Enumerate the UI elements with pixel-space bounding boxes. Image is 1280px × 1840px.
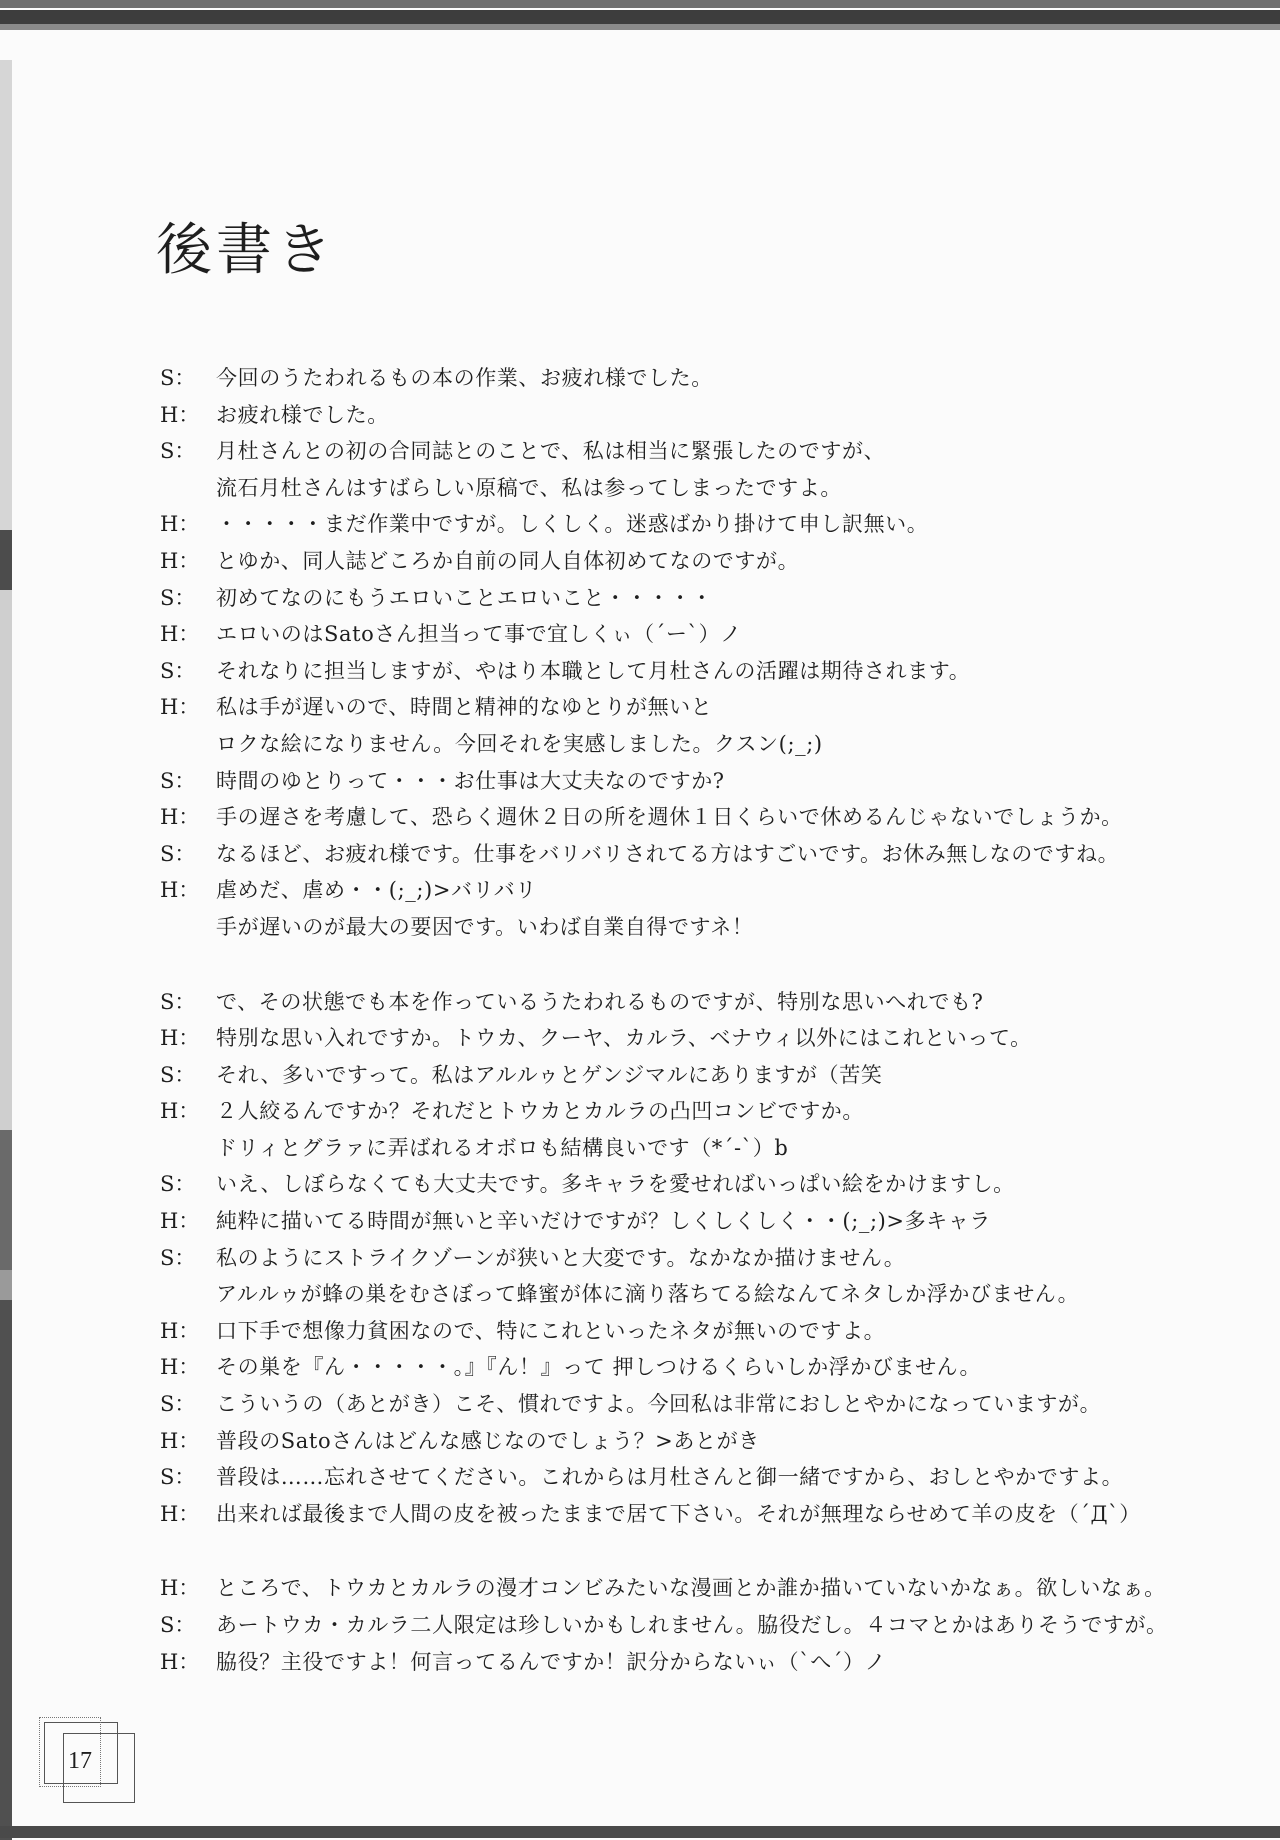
- dialogue-line: [160, 874, 1270, 911]
- dialogue-text: 口下手で想像力貧困なので、特にこれといったネタが無いのですよ。: [216, 1318, 886, 1343]
- dialogue-line: [160, 362, 1270, 399]
- speaker-label: H：: [160, 1026, 200, 1051]
- dialogue-line: [160, 1498, 1270, 1535]
- dialogue-line: [160, 1242, 1270, 1279]
- dialogue-text: ところで、トウカとカルラの漫才コンビみたいな漫画とか誰か描いていないかなぁ。欲しいなぁ。: [216, 1576, 1166, 1601]
- dialogue-text: お疲れ様でした。: [216, 402, 389, 427]
- speaker-label: S：: [160, 1613, 196, 1637]
- top-border: [0, 0, 1280, 34]
- speaker-label: S：: [160, 841, 196, 866]
- dialogue-text: 普段のSatoさんはどんな感じなのでしょう？>あとがき: [216, 1428, 760, 1453]
- dialogue-line: [160, 1388, 1270, 1425]
- speaker-label: H：: [160, 1099, 200, 1124]
- dialogue-line: [160, 1132, 1270, 1169]
- dialogue-text: で、その状態でも本を作っているうたわれるものですが、特別な思いへれでも?: [216, 989, 984, 1014]
- dialogue-text: 普段は……忘れさせてください。これからは月杜さんと御一緒ですから、おしとやかですよ。: [216, 1465, 1124, 1490]
- dialogue-text: あートウカ・カルラ二人限定は珍しいかもしれません。脇役だし。４コマとかはありそうですが。: [216, 1613, 1168, 1637]
- dialogue-text: エロいのはSatoさん担当って事で宜しくぃ（´ー`）ノ: [216, 622, 742, 647]
- dialogue-text: いえ、しぼらなくても大丈夫です。多キャラを愛せればいっぱい絵をかけますし。: [216, 1172, 1015, 1197]
- dialogue-line: [160, 399, 1270, 436]
- speaker-label: H：: [160, 1318, 200, 1343]
- dialogue-line: [160, 1278, 1270, 1315]
- dialogue-text: 月杜さんとの初の合同誌とのことで、私は相当に緊張したのですが、: [216, 439, 886, 464]
- speaker-label: H：: [160, 878, 200, 903]
- speaker-label: H：: [160, 548, 200, 573]
- bottom-border: [0, 1826, 1280, 1838]
- dialogue-line: [160, 472, 1270, 509]
- dialogue-line: [160, 1646, 1270, 1683]
- dialogue-line: [160, 1425, 1270, 1462]
- dialogue-line: [160, 1059, 1270, 1096]
- dialogue-line: [160, 1168, 1270, 1205]
- dialogue-line: [160, 1572, 1270, 1609]
- dialogue-text: 私は手が遅いので、時間と精神的なゆとりが無いと: [216, 695, 713, 720]
- dialogue-line: [160, 545, 1270, 582]
- speaker-label: H：: [160, 622, 200, 647]
- dialogue-line: [160, 1461, 1270, 1498]
- speaker-label: H：: [160, 805, 200, 830]
- dialogue-line: [160, 911, 1270, 948]
- speaker-label: H：: [160, 1649, 200, 1674]
- dialogue-text: 純粋に描いてる時間が無いと辛いだけですが？しくしくしく・・(;_;)>多キャラ: [216, 1209, 992, 1234]
- dialogue-text: なるほど、お疲れ様です。仕事をバリバリされてる方はすごいです。お休み無しなのですね。: [216, 841, 1120, 866]
- dialogue-line: [160, 1609, 1270, 1646]
- section-break: [160, 948, 1270, 986]
- speaker-label: H：: [160, 402, 200, 427]
- speaker-label: H：: [160, 1501, 200, 1526]
- speaker-label: S：: [160, 989, 196, 1014]
- section-break: [160, 1534, 1270, 1572]
- left-edge-strip: [0, 590, 12, 1130]
- speaker-label: S：: [160, 1172, 196, 1197]
- dialogue-line: [160, 582, 1270, 619]
- dialogue-text: 出来れば最後まで人間の皮を被ったままで居て下さい。それが無理ならせめて羊の皮を（´Д`）: [216, 1501, 1141, 1526]
- left-edge-strip: [0, 1300, 12, 1840]
- speaker-label: H：: [160, 695, 200, 720]
- left-edge-strip: [0, 1270, 12, 1300]
- left-edge-strip: [0, 530, 12, 590]
- page-number: 17: [68, 1748, 92, 1774]
- speaker-label: S：: [160, 1465, 196, 1490]
- speaker-label: S：: [160, 1245, 196, 1270]
- dialogue-line: [160, 655, 1270, 692]
- dialogue-text: 脇役？主役ですよ！何言ってるんですか！訳分からないぃ（`へ´）ノ: [216, 1649, 887, 1674]
- dialogue-text: 手の遅さを考慮して、恐らく週休２日の所を週休１日くらいで休めるんじゃないでしょうか。: [216, 805, 1123, 830]
- speaker-label: H：: [160, 1428, 200, 1453]
- dialogue-line: [160, 1095, 1270, 1132]
- dialogue-text: 特別な思い入れですか。トウカ、クーヤ、カルラ、ベナウィ以外にはこれといって。: [216, 1026, 1032, 1051]
- dialogue-text: ドリィとグラァに弄ばれるオボロも結構良いです（*´-`）b: [216, 1135, 789, 1160]
- dialogue-line: [160, 838, 1270, 875]
- dialogue-text: ２人絞るんですか？それだとトウカとカルラの凸凹コンビですか。: [216, 1099, 864, 1124]
- dialogue-line: [160, 1022, 1270, 1059]
- dialogue-text: こういうの（あとがき）こそ、慣れですよ。今回私は非常におしとやかになっていますが。: [216, 1392, 1102, 1417]
- speaker-label: H：: [160, 1209, 200, 1234]
- dialogue-line: [160, 986, 1270, 1023]
- dialogue-text: その巣を『ん・・・・・。』『ん！』って 押しつけるくらいしか浮かびません。: [216, 1355, 982, 1380]
- dialogue-text: それ、多いですって。私はアルルゥとゲンジマルにありますが（苦笑: [216, 1062, 883, 1087]
- speaker-label: S：: [160, 439, 196, 464]
- dialogue-line: [160, 765, 1270, 802]
- page-title: 後書き: [156, 217, 336, 283]
- dialogue-line: [160, 691, 1270, 728]
- dialogue-text: ロクな絵になりません。今回それを実感しました。クスン(;_;): [216, 731, 823, 756]
- dialogue-text: 流石月杜さんはすばらしい原稿で、私は参ってしまったですよ。: [216, 475, 842, 500]
- speaker-label: H：: [160, 1355, 200, 1380]
- speaker-label: S：: [160, 658, 196, 683]
- left-edge-strip: [0, 1130, 12, 1270]
- dialogue-line: [160, 1351, 1270, 1388]
- dialogue-line: [160, 801, 1270, 838]
- dialogue-line: [160, 1315, 1270, 1352]
- dialogue-text: 手が遅いのが最大の要因です。いわば自業自得ですネ！: [216, 914, 754, 939]
- dialogue-text: 今回のうたわれるもの本の作業、お疲れ様でした。: [216, 366, 713, 390]
- afterword-dialogue: [160, 362, 1270, 1682]
- speaker-label: S：: [160, 585, 196, 610]
- dialogue-line: [160, 435, 1270, 472]
- speaker-label: S：: [160, 768, 196, 793]
- dialogue-line: [160, 508, 1270, 545]
- speaker-label: S：: [160, 366, 196, 390]
- dialogue-text: とゆか、同人誌どころか自前の同人自体初めてなのですが。: [216, 548, 800, 573]
- dialogue-text: 虐めだ、虐め・・(;_;)>バリバリ: [216, 878, 537, 903]
- speaker-label: H：: [160, 1576, 200, 1601]
- left-edge-strip: [0, 60, 12, 530]
- speaker-label: S：: [160, 1392, 196, 1417]
- dialogue-text: ・・・・・まだ作業中ですが。しくしく。迷惑ばかり掛けて申し訳無い。: [216, 512, 929, 537]
- dialogue-line: [160, 1205, 1270, 1242]
- dialogue-text: 私のようにストライクゾーンが狭いと大変です。なかなか描けません。: [216, 1245, 906, 1270]
- dialogue-text: 初めてなのにもうエロいことエロいこと・・・・・: [216, 585, 713, 610]
- speaker-label: S：: [160, 1062, 196, 1087]
- dialogue-text: アルルゥが蜂の巣をむさぼって蜂蜜が体に滴り落ちてる絵なんてネタしか浮かびません。: [216, 1282, 1080, 1307]
- speaker-label: H：: [160, 512, 200, 537]
- dialogue-text: 時間のゆとりって・・・お仕事は大丈夫なのですか?: [216, 768, 725, 793]
- dialogue-line: [160, 618, 1270, 655]
- dialogue-text: それなりに担当しますが、やはり本職として月杜さんの活躍は期待されます。: [216, 658, 971, 683]
- dialogue-line: [160, 728, 1270, 765]
